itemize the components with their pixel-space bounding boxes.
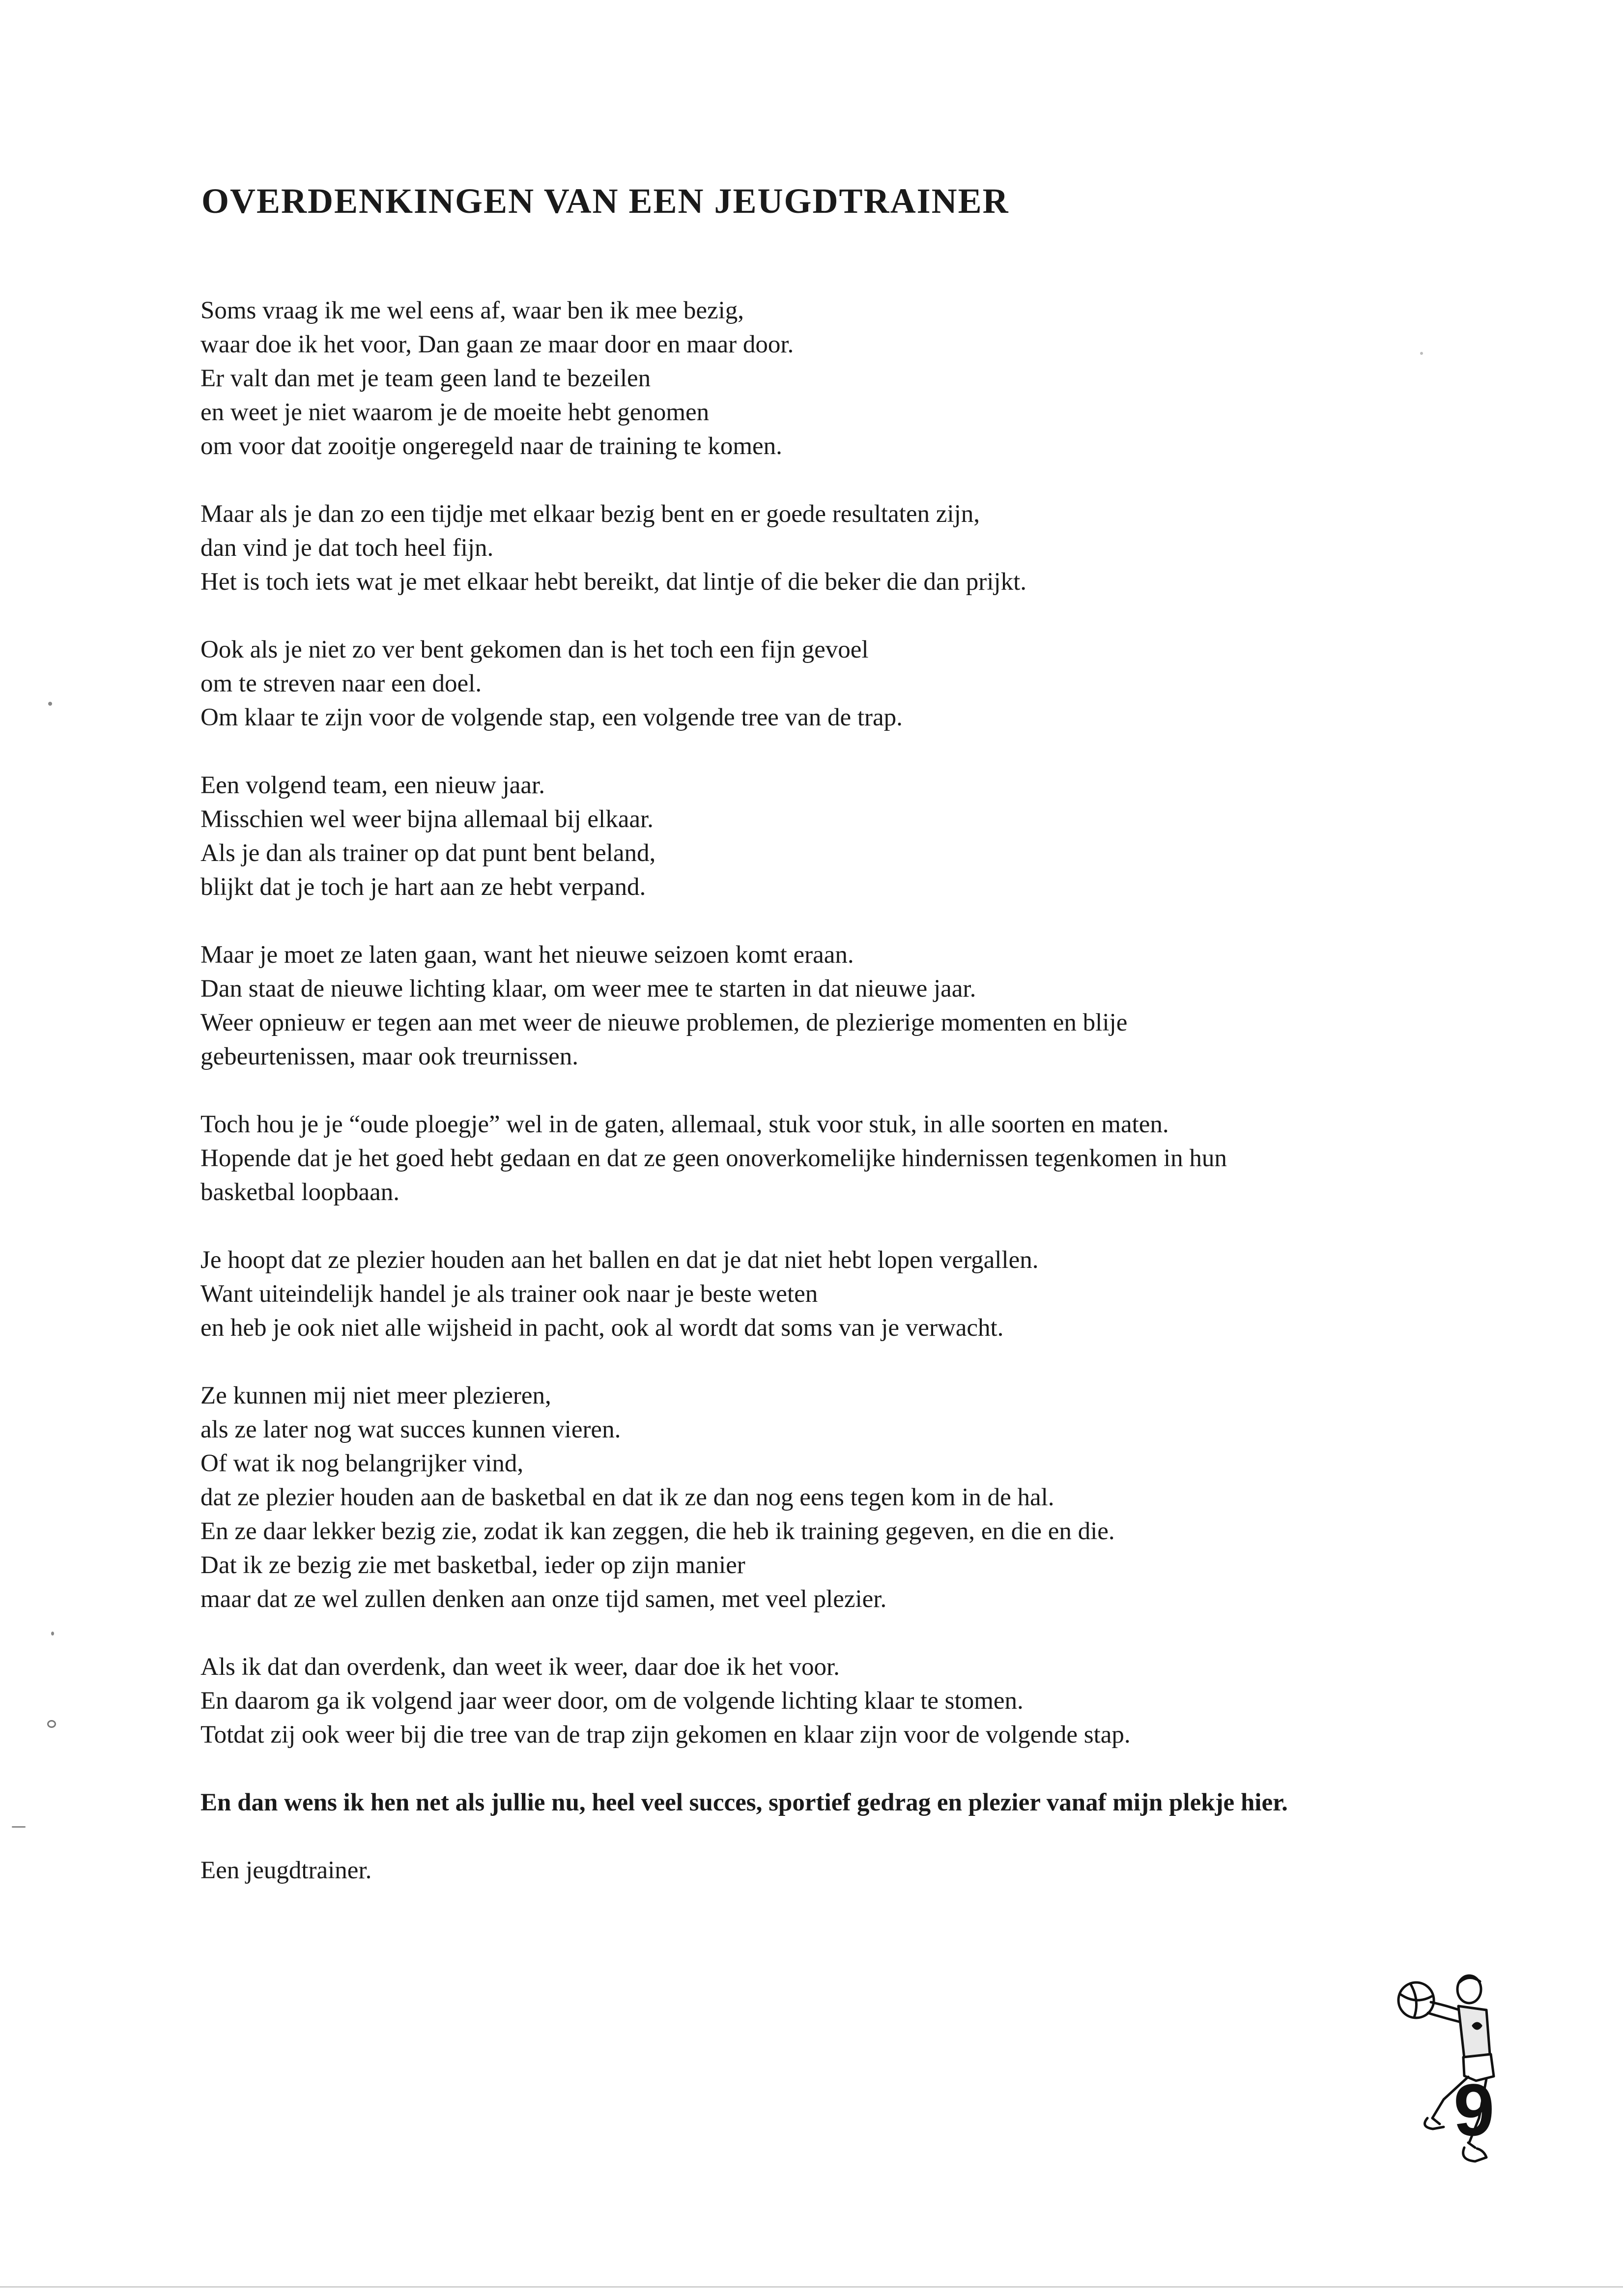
text-line: Soms vraag ik me wel eens af, waar ben ik mee bezig, [200,297,744,324]
scan-speck [1420,352,1423,355]
text-line: en weet je niet waarom je de moeite hebt genomen [200,399,710,426]
text-line: Dan staat de nieuwe lichting klaar, om weer mee te starten in dat nieuwe jaar. [200,975,976,1003]
text-line: Ze kunnen mij niet meer plezieren, [200,1382,551,1409]
stanza [200,1243,1458,1345]
text-line: waar doe ik het voor, Dan gaan ze maar door en maar door. [200,331,794,358]
scan-speck [48,702,52,706]
scan-speck [47,1720,56,1728]
text-line: Een volgend team, een nieuw jaar. [200,772,545,799]
poem-body [200,294,1458,1922]
text-line: basketbal loopbaan. [200,1178,400,1206]
text-line: Toch hou je je “oude ploegje” wel in de gaten, allemaal, stuk voor stuk, in alle soorten en maten. [200,1111,1169,1138]
closing-text: En dan wens ik hen net als jullie nu, heel veel succes, sportief gedrag en plezier vanaf mijn plekje hier. [200,1789,1288,1816]
text-line: En daarom ga ik volgend jaar weer door, om de volgende lichting klaar te stomen. [200,1687,1024,1715]
text-line: Of wat ik nog belangrijker vind, [200,1450,524,1477]
closing-wish [200,1786,1458,1820]
text-line: en heb je ook niet alle wijsheid in pacht, ook al wordt dat soms van je verwacht. [200,1314,1004,1342]
text-line: Als ik dat dan overdenk, dan weet ik weer, daar doe ik het voor. [200,1653,840,1681]
text-line: Het is toch iets wat je met elkaar hebt bereikt, dat lintje of die beker die dan prijkt. [200,568,1027,596]
stanza [200,938,1458,1074]
scan-speck [51,1632,54,1636]
text-line: Om klaar te zijn voor de volgende stap, een volgende tree van de trap. [200,704,903,731]
text-line: Maar als je dan zo een tijdje met elkaar bezig bent en er goede resultaten zijn, [200,500,980,528]
stanza [200,1650,1458,1752]
page-title: OVERDENKINGEN VAN EEN JEUGDTRAINER [201,181,1009,221]
scan-speck [12,1826,26,1828]
stanza [200,1379,1458,1616]
text-line: om te streven naar een doel. [200,670,482,697]
text-line: Dat ik ze bezig zie met basketbal, ieder op zijn manier [200,1551,745,1579]
stanza [200,769,1458,904]
text-line: Maar je moet ze laten gaan, want het nieuwe seizoen komt eraan. [200,941,854,969]
text-line: gebeurtenissen, maar ook treurnissen. [200,1043,579,1070]
text-line: dan vind je dat toch heel fijn. [200,534,494,562]
text-line: Je hoopt dat ze plezier houden aan het ballen en dat je dat niet hebt lopen vergallen. [200,1246,1039,1274]
text-line: Er valt dan met je team geen land te bezeilen [200,365,651,392]
text-line: Ook als je niet zo ver bent gekomen dan is het toch een fijn gevoel [200,636,869,663]
stanza [200,1108,1458,1209]
text-line: dat ze plezier houden aan de basketbal en dat ik ze dan nog eens tegen kom in de hal. [200,1484,1054,1511]
text-line: Hopende dat je het goed hebt gedaan en dat ze geen onoverkomelijke hindernissen tegenkomen in hun [200,1145,1227,1172]
text-line: Misschien wel weer bijna allemaal bij elkaar. [200,805,654,833]
text-line: En ze daar lekker bezig zie, zodat ik kan zeggen, die heb ik training gegeven, en die en die. [200,1518,1115,1545]
text-line: maar dat ze wel zullen denken aan onze tijd samen, met veel plezier. [200,1585,887,1613]
stanza [200,497,1458,599]
scan-edge [0,2286,1623,2288]
stanza [200,294,1458,463]
signature: Een jeugdtrainer. [200,1857,372,1884]
text-line: als ze later nog wat succes kunnen vieren. [200,1416,621,1443]
text-line: blijkt dat je toch je hart aan ze hebt verpand. [200,873,646,901]
stanza [200,633,1458,735]
text-line: Want uiteindelijk handel je als trainer ook naar je beste weten [200,1280,818,1308]
text-line: Totdat zij ook weer bij die tree van de trap zijn gekomen en klaar zijn voor de volgende stap. [200,1721,1131,1749]
page-number: 9 [1453,2068,1495,2151]
text-line: om voor dat zooitje ongeregeld naar de training te komen. [200,432,782,460]
text-line: Weer opnieuw er tegen aan met weer de nieuwe problemen, de plezierige momenten en blije [200,1009,1128,1036]
text-line: Als je dan als trainer op dat punt bent beland, [200,839,656,867]
